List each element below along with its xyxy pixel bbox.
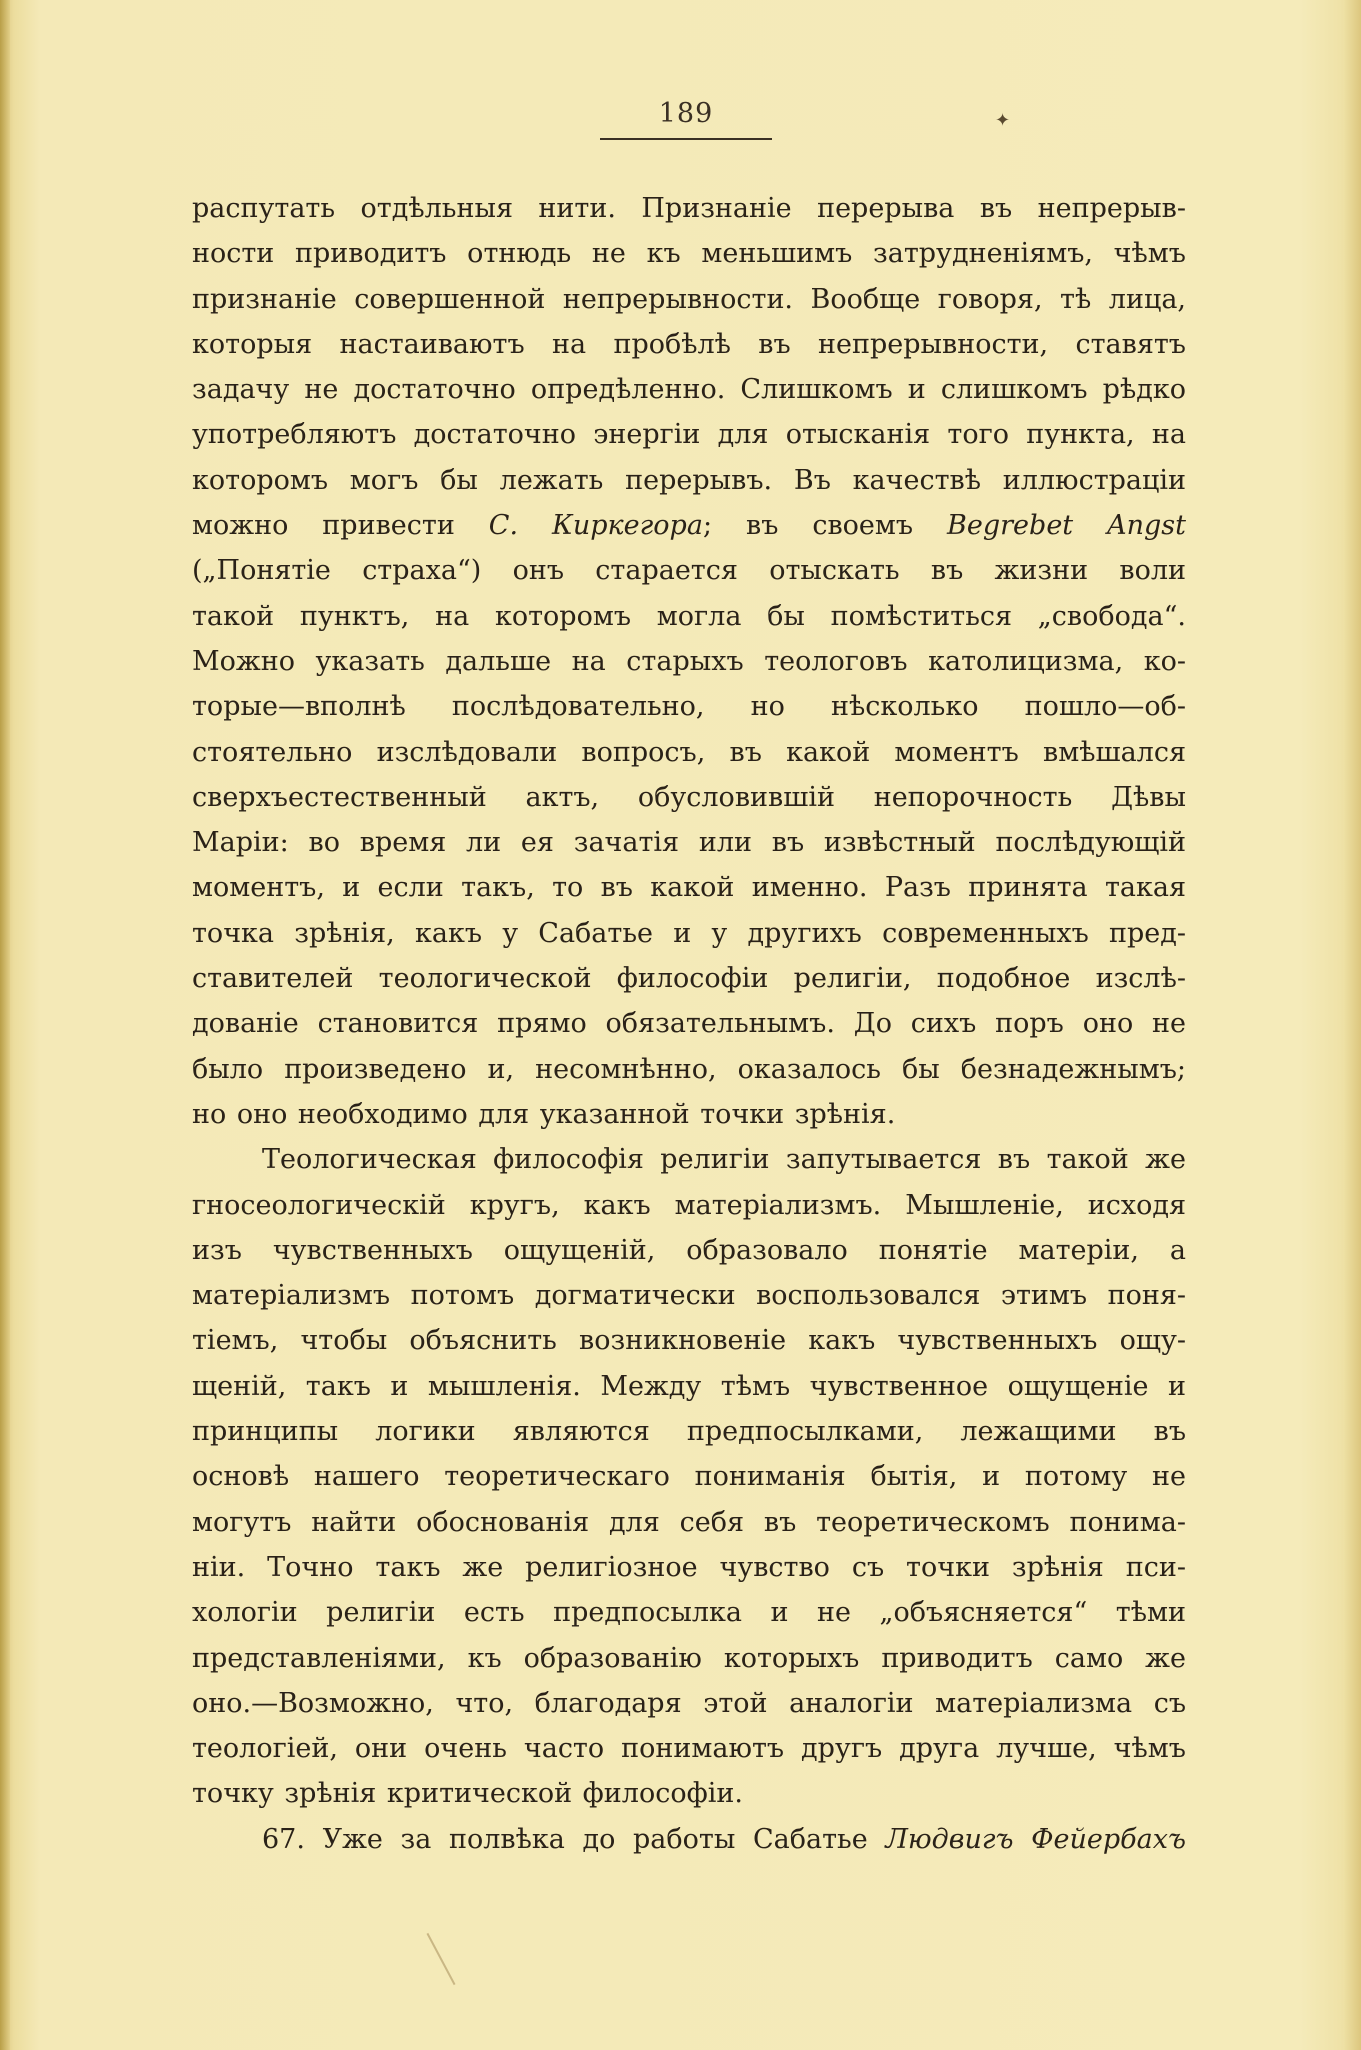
text-line: оно.—Возможно, что, благодаря этой аналогіи матеріализма съ	[192, 1687, 1186, 1719]
text-line: точка зрѣнія, какъ у Сабатье и у другихъ современныхъ пред-	[192, 917, 1186, 949]
text-segment: ; въ своемъ	[702, 510, 948, 542]
text-line: моментъ, и если такъ, то въ какой именно. Разъ принята такая	[192, 872, 1186, 904]
text-line: могутъ найти обоснованія для себя въ теоретическомъ понима-	[192, 1506, 1186, 1538]
text-line: щеній, такъ и мышленія. Между тѣмъ чувственное ощущеніе и	[192, 1370, 1186, 1402]
page-right-edge	[1343, 0, 1361, 2050]
text-line: изъ чувственныхъ ощущеній, образовало понятіе матеріи, а	[192, 1234, 1186, 1266]
text-line: гносеологическій кругъ, какъ матеріализмъ. Мышленіе, исходя	[192, 1189, 1186, 1221]
ink-speck: ✦	[995, 110, 1011, 131]
text-line: такой пунктъ, на которомъ могла бы помѣститься „свобода“.	[192, 600, 1186, 632]
text-line: точку зрѣнія критической философіи.	[192, 1778, 743, 1810]
text-line: стоятельно изслѣдовали вопросъ, въ какой моментъ вмѣшался	[192, 736, 1186, 768]
text-line: ніи. Точно такъ же религіозное чувство съ точки зрѣнія пси-	[192, 1551, 1186, 1583]
body-text	[192, 186, 1186, 1862]
text-line: но оно необходимо для указанной точки зрѣнія.	[192, 1098, 896, 1130]
text-line: основѣ нашего теоретическаго пониманія бытія, и потому не	[192, 1461, 1186, 1493]
text-line: матеріализмъ потомъ догматически воспользовался этимъ поня-	[192, 1280, 1186, 1312]
text-line: было произведено и, несомнѣнно, оказалось бы безнадежнымъ;	[192, 1053, 1186, 1085]
text-line: дованіе становится прямо обязательнымъ. До сихъ поръ оно не	[192, 1008, 1186, 1040]
text-line: задачу не достаточно опредѣленно. Слишкомъ и слишкомъ рѣдко	[192, 374, 1186, 406]
italic-segment: Begrebet Angst	[947, 510, 1186, 542]
text-line: которомъ могъ бы лежать перерывъ. Въ качествѣ иллюстраціи	[192, 464, 1186, 496]
italic-segment: Людвигъ Фейербахъ	[885, 1823, 1186, 1855]
text-line: признаніе совершенной непрерывности. Вообще говоря, тѣ лица,	[192, 283, 1186, 315]
text-line: торые—вполнѣ послѣдовательно, но нѣсколько пошло—об-	[192, 691, 1186, 723]
text-line: сверхъестественный актъ, обусловившій непорочность Дѣвы	[192, 781, 1186, 813]
text-line: принципы логики являются предпосылками, лежащими въ	[192, 1416, 1186, 1448]
text-line: Теологическая философія религіи запутывается въ такой же	[262, 1144, 1186, 1176]
text-line: ности приводитъ отнюдь не къ меньшимъ затрудненіямъ, чѣмъ	[192, 238, 1186, 270]
italic-segment: С. Киркегора	[488, 510, 703, 542]
text-line: Маріи: во время ли ея зачатія или въ извѣстный послѣдующій	[192, 827, 1186, 859]
page-number: 189	[658, 98, 714, 129]
text-line: ставителей теологической философіи религіи, подобное изслѣ-	[192, 963, 1186, 995]
text-line: тіемъ, чтобы объяснить возникновеніе какъ чувственныхъ ощу-	[192, 1325, 1186, 1357]
text-line: хологіи религіи есть предпосылка и не „объясняется“ тѣми	[192, 1597, 1186, 1629]
text-line: распутать отдѣльныя нити. Признаніе перерыва въ непрерыв-	[192, 193, 1186, 224]
text-line: которыя настаиваютъ на пробѣлѣ въ непрерывности, ставятъ	[192, 328, 1186, 360]
header-rule	[600, 138, 772, 140]
text-line: Можно указать дальше на старыхъ теологовъ католицизма, ко-	[192, 645, 1186, 677]
text-line: представленіями, къ образованію которыхъ приводитъ само же	[192, 1642, 1186, 1674]
text-line: теологіей, они очень часто понимаютъ другъ друга лучше, чѣмъ	[192, 1733, 1186, 1765]
text-segment: 67. Уже за полвѣка до работы Сабатье	[262, 1823, 886, 1855]
page-left-edge	[0, 0, 10, 2050]
text-line: употребляютъ достаточно энергіи для отысканія того пункта, на	[192, 419, 1186, 451]
text-segment: можно привести	[192, 510, 489, 542]
text-line	[192, 503, 1186, 548]
text-line	[192, 1817, 1186, 1862]
text-line: („Понятіе страха“) онъ старается отыскать въ жизни воли	[192, 555, 1186, 587]
